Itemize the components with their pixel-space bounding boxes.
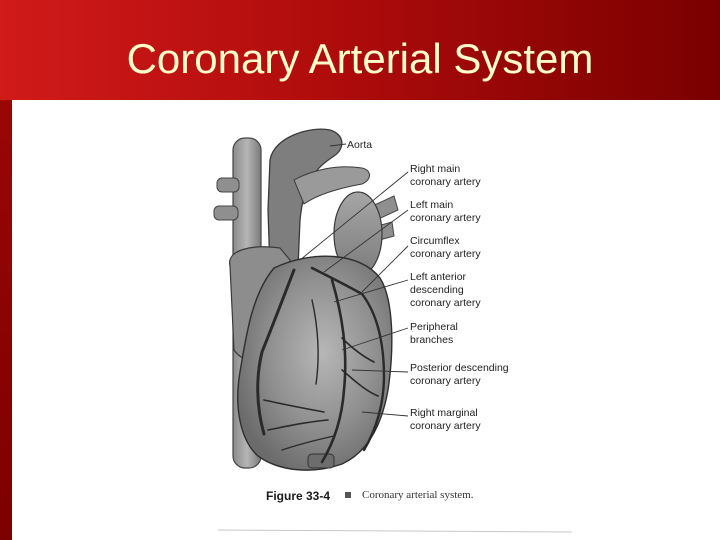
label-right-main-1: Right main (410, 163, 461, 175)
label-right-marginal-1: Right marginal (410, 407, 478, 419)
label-lad-3: coronary artery (410, 297, 481, 309)
label-left-main-2: coronary artery (410, 212, 481, 224)
label-posterior-desc-1: Posterior descending (410, 362, 509, 374)
label-peripheral-2: branches (410, 334, 454, 346)
scan-edge-line (218, 530, 572, 532)
label-lad-1: Left anterior (410, 271, 467, 283)
label-right-marginal-2: coronary artery (410, 420, 481, 432)
slide-content (12, 100, 720, 540)
left-accent-strip (0, 100, 12, 540)
label-circumflex-1: Circumflex (410, 235, 460, 247)
coronary-diagram (12, 100, 720, 540)
figure-number: Figure 33-4 (266, 489, 331, 503)
label-aorta: Aorta (347, 139, 373, 151)
caption-bullet-icon (345, 492, 351, 498)
slide-title: Coronary Arterial System (126, 35, 594, 82)
label-peripheral-1: Peripheral (410, 321, 458, 333)
caption-text: Coronary arterial system. (362, 489, 474, 501)
label-left-main-1: Left main (410, 199, 454, 211)
label-lad-2: descending (410, 284, 464, 296)
label-right-main-2: coronary artery (410, 176, 481, 188)
label-circumflex-2: coronary artery (410, 248, 481, 260)
inferior-vessel (308, 454, 334, 468)
figure-caption (266, 489, 474, 503)
label-posterior-desc-2: coronary artery (410, 375, 481, 387)
